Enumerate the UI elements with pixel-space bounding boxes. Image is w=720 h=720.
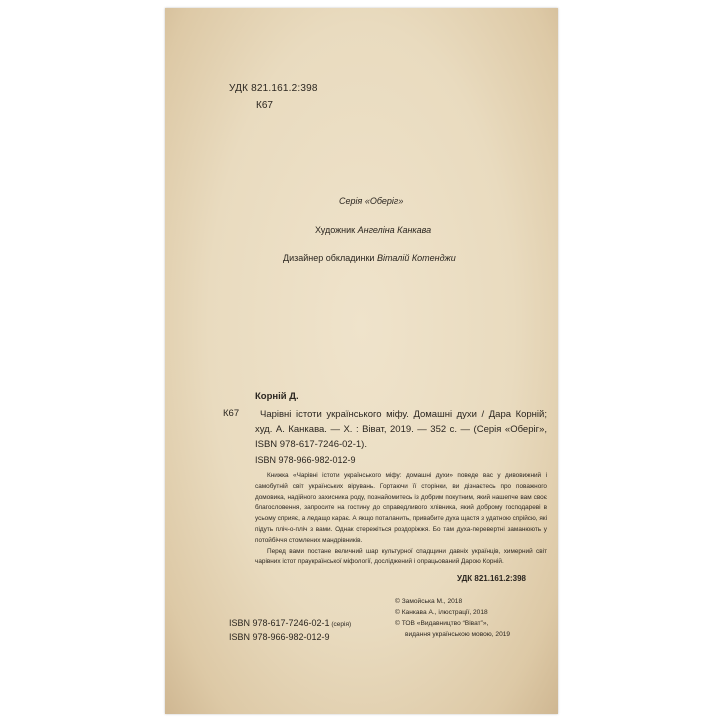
annotation-paragraph-2: Перед вами постане величний шар культурної спадщини давніх українців, химерний світ чарівних істот праукраїнської міфології, досліджений і опрацьований Дарою Корній. (255, 547, 547, 566)
book-page (165, 8, 558, 714)
bbk-code-top: К67 (256, 100, 273, 111)
bibliographic-description (255, 407, 547, 452)
bibliographic-text: Чарівні істоти українського міфу. Домашні духи / Дара Корній; худ. А. Канкава. — Х. : Віват, 2019. — 352 с. — (Серія «Оберіг», ISBN 978-617-7246-02-1). (255, 409, 547, 450)
designer-role: Дизайнер обкладинки (283, 253, 377, 263)
designer-credit (283, 253, 456, 263)
udk-code-bottom: УДК 821.161.2:398 (457, 574, 526, 583)
copyright-block (395, 596, 555, 640)
designer-name: Віталій Котенджи (376, 253, 456, 263)
isbn-series-note: (серія) (329, 621, 352, 628)
series-line: Серія «Оберіг» (339, 196, 404, 206)
copyright-line-3b: видання українською мовою, 2019 (405, 631, 511, 638)
annotation (255, 471, 547, 568)
isbn-series (229, 618, 351, 628)
isbn-series-number: ISBN 978-617-7246-02-1 (229, 618, 330, 628)
annotation-paragraph-1: Книжка «Чарівні істоти українського міфу: домашні духи» поведе вас у дивовижний і самобутній світ українських вірувань. Гортаючи її сторінки, ви дізнаєтесь про поважного домовика, надійного захисника роду, познайомитесь із добрим покутним, який нашепче вам своє благословення, запросите на гостину до справедливого хлівника, який доброму господареві в усьому сприяє, а ледащо карає. А якщо поталанить, привабите духа щастя з удатною спрійсю, які підуть пліч-о-пліч з вами. Однак стережіться роздоріжжя. Бо там духа-перевертні заманюють у потойбіччя стомлених мандрівників. (255, 472, 547, 544)
copyright-line-2: © Канкава А., ілюстрації, 2018 (395, 609, 488, 616)
artist-role: Художник (315, 225, 358, 235)
record-code: К67 (223, 408, 240, 419)
copyright-line-3: © ТОВ «Видавництво “Віват”», (395, 620, 489, 627)
record-isbn: ISBN 978-966-982-012-9 (255, 455, 356, 465)
isbn-book: ISBN 978-966-982-012-9 (229, 632, 330, 642)
copyright-line-1: © Замойська М., 2018 (395, 598, 463, 605)
udk-code-top: УДК 821.161.2:398 (229, 83, 318, 94)
record-author: Корній Д. (255, 391, 299, 402)
artist-name: Ангеліна Канкава (357, 225, 432, 235)
artist-credit (315, 225, 431, 235)
